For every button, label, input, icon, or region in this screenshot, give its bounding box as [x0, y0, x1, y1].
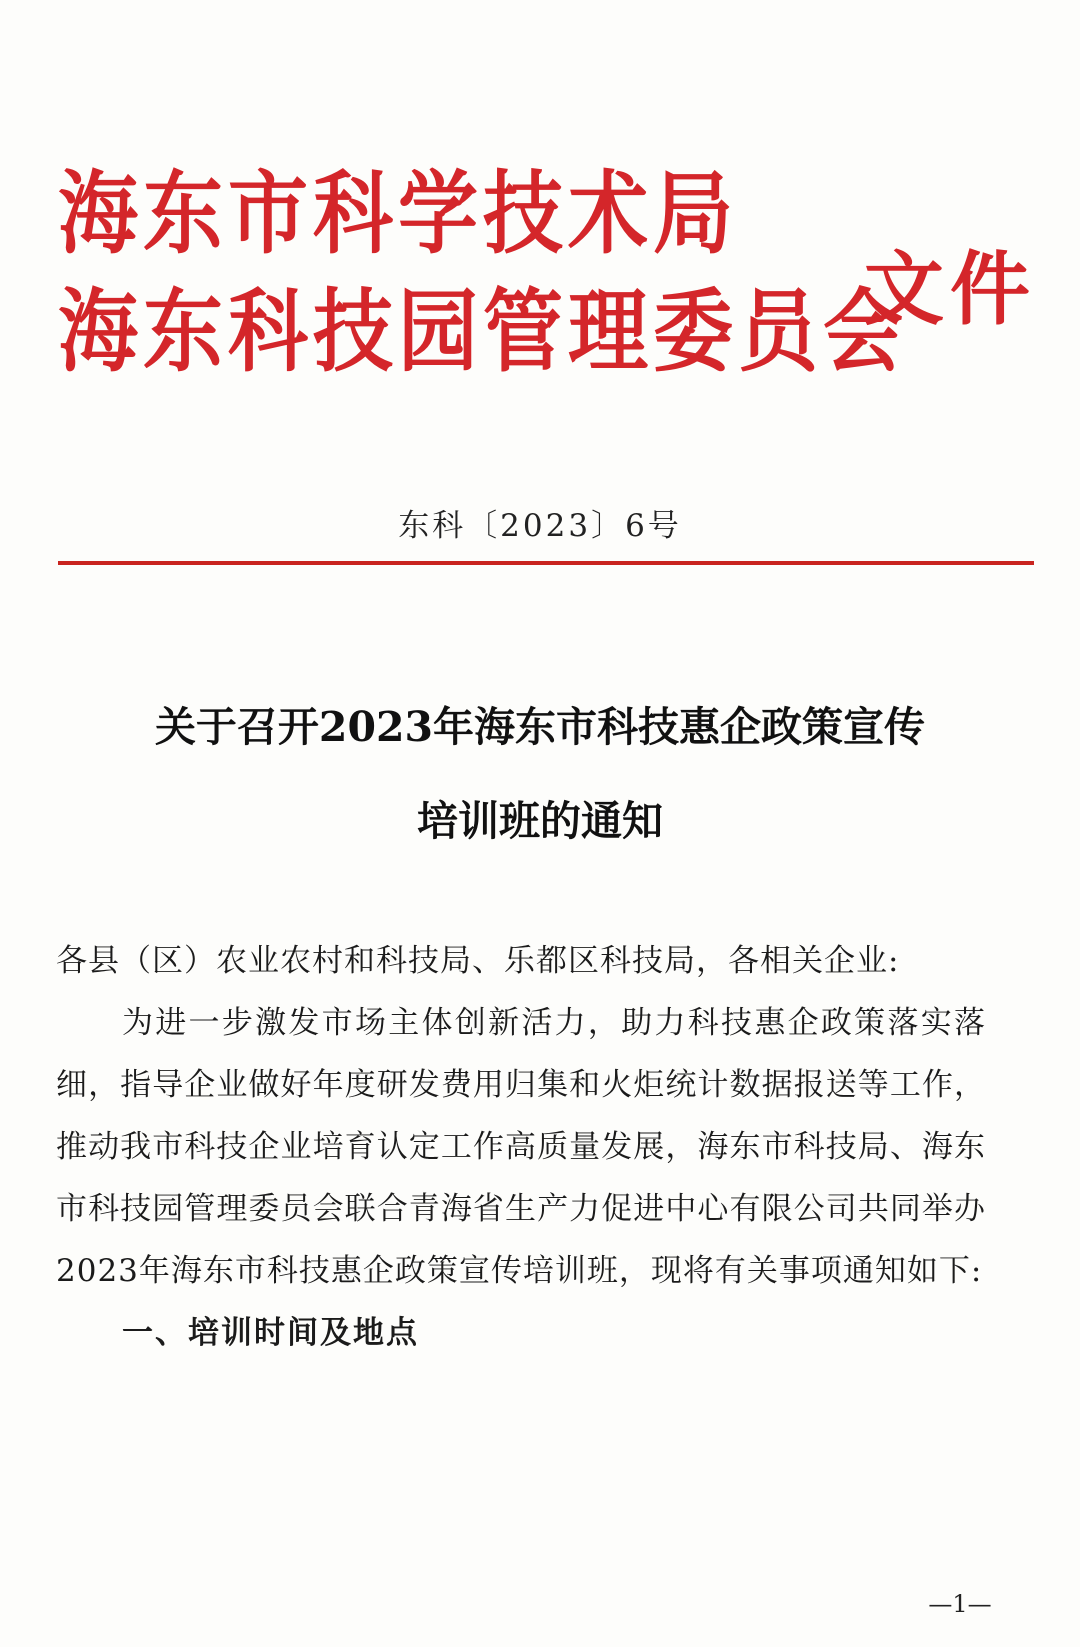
title-line-2: 培训班的通知 — [417, 797, 663, 845]
org-name-2: 海东科技园管理委员会 — [58, 279, 908, 384]
document-title — [60, 680, 1020, 868]
document-type-suffix: 文件 — [864, 243, 1036, 336]
org-name-1: 海东市科学技术局 — [58, 161, 738, 266]
red-separator-line — [58, 561, 1034, 565]
red-header — [58, 148, 1038, 408]
page-number: —1— — [928, 1590, 992, 1618]
issuing-organizations — [58, 148, 908, 384]
title-line-1: 关于召开2023年海东市科技惠企政策宣传 — [154, 703, 926, 751]
document-number: 东科〔2023〕6号 — [398, 508, 682, 544]
document-body — [56, 930, 986, 1364]
body-paragraph: 为进一步激发市场主体创新活力，助力科技惠企政策落实落细，指导企业做好年度研发费用归集和火炬统计数据报送等工作，推动我市科技企业培育认定工作高质量发展，海东市科技局、海东市科技园管理委员会联合青海省生产力促进中心有限公司共同举办2023年海东市科技惠企政策宣传培训班，现将有关事项通知如下: — [56, 1005, 986, 1289]
salutation: 各县（区）农业农村和科技局、乐都区科技局，各相关企业: — [56, 943, 900, 979]
section-heading: 一、培训时间及地点 — [122, 1315, 419, 1351]
